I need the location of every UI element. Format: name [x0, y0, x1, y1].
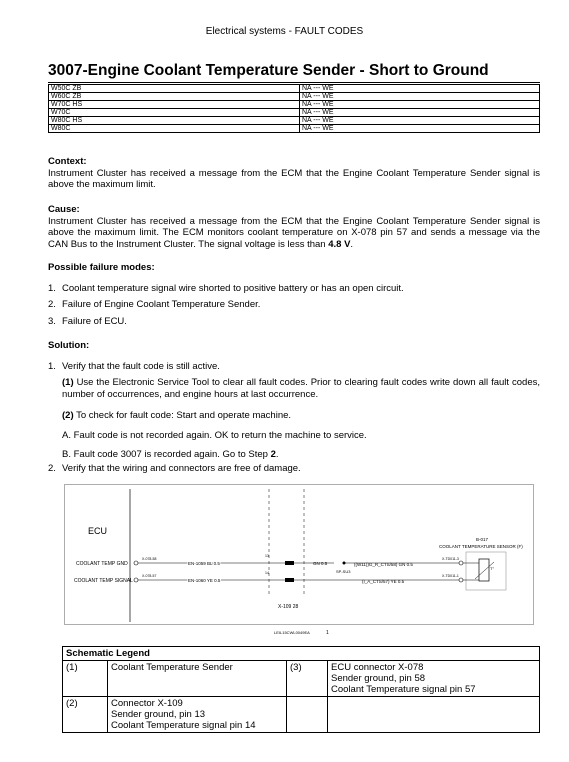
pin-label-58: X-078-58: [142, 557, 157, 561]
failure-list: [48, 283, 540, 328]
context-text: Instrument Cluster has received a message from the ECM that the Engine Coolant Temperature Sender signal is above the maximum limit.: [48, 167, 540, 190]
model-name: W50C ZB: [49, 85, 300, 93]
sensor-name: COOLANT TEMPERATURE SENSOR (F): [439, 544, 523, 549]
model-region: NA --- WE: [300, 125, 540, 133]
pin-label-57: X-078-57: [142, 574, 157, 578]
legend-num-1: (1): [63, 661, 108, 697]
context-heading: Context:: [48, 156, 87, 167]
sensor-pin-1: [459, 578, 463, 582]
connector-label: X-109 28: [278, 604, 299, 610]
diagram-frame: [65, 485, 534, 625]
connector-terminal-2: [285, 578, 294, 582]
failure-heading: Possible failure modes:: [48, 262, 155, 273]
svg-text:T°: T°: [490, 566, 495, 571]
sensor-id: B-017: [476, 537, 489, 542]
model-row: [49, 109, 540, 117]
splice-label: SP-SU3: [336, 569, 351, 574]
solution-option-a: A. Fault code is not recorded again. OK to return the machine to service.: [62, 429, 367, 441]
solution-list-2: [48, 463, 540, 475]
signal-gnd-label: COOLANT TEMP GND: [76, 561, 128, 567]
solution-section: [48, 340, 540, 474]
connector-pin-14: 14: [265, 571, 269, 575]
sensor-signal-wire-label: (I_A_CTS/57) YE 0.5: [362, 579, 405, 584]
model-row: [49, 117, 540, 125]
sensor-pin-label-1: X-TD011-1: [442, 574, 459, 578]
legend-num-2: (2): [63, 697, 108, 733]
solution-para-1: (1) Use the Electronic Service Tool to clear all fault codes. Prior to clearing fault codes write down all fault codes, number of occurrences, and engine hours at last occurrence.: [62, 377, 540, 400]
model-row: [49, 125, 540, 133]
solution-heading: Solution:: [48, 340, 90, 351]
diagram-ref: LEIL15CWL0049EA: [274, 630, 310, 635]
signal-temp-label: COOLANT TEMP SIGNAL: [74, 578, 133, 584]
cause-text: Instrument Cluster has received a message from the ECM that the Engine Coolant Temperature Sender signal is above the maximum limit. The ECM monitors coolant temperature on X-078 pin 57 and sends a message via the CAN Bus to the Instrument Cluster. The signal voltage is less than 4.8 V.: [48, 215, 540, 250]
model-row: [49, 85, 540, 93]
model-name: W60C ZB: [49, 93, 300, 101]
failure-section: [48, 262, 540, 332]
failure-item: 3. Failure of ECU.: [48, 315, 127, 327]
solution-list: [48, 361, 540, 373]
model-name: W80C: [49, 125, 300, 133]
sensor-pin-label-3: X-TD011-3: [442, 557, 459, 561]
sensor-pin-3: [459, 561, 463, 565]
cause-voltage: 4.8 V: [328, 238, 351, 250]
diagram-ref-number: 1: [326, 630, 329, 636]
thermistor-symbol: [479, 559, 489, 581]
legend-text-2: Connector X-109 Sender ground, pin 13 Coolant Temperature signal pin 14: [108, 697, 287, 733]
wire-label-1: EN-1059 BL 0.5: [188, 561, 220, 566]
cause-section: [48, 204, 540, 250]
ecu-pin-58: [134, 561, 138, 565]
model-name: W80C HS: [49, 117, 300, 125]
connector-pin-13: 13: [265, 554, 269, 558]
model-name: W70C: [49, 109, 300, 117]
model-table: [48, 84, 540, 133]
ecu-pin-57: [134, 578, 138, 582]
page-title: 3007-Engine Coolant Temperature Sender - Short to Ground: [48, 62, 540, 83]
ecu-label: ECU: [88, 526, 108, 536]
model-region: NA --- WE: [300, 85, 540, 93]
wiring-diagram: [64, 484, 534, 642]
model-row: [49, 93, 540, 101]
cause-heading: Cause:: [48, 204, 80, 215]
page-header: Electrical systems - FAULT CODES: [205, 26, 364, 37]
schematic-legend: [62, 646, 540, 733]
solution-step-2: 2. Verify that the wiring and connectors are free of damage.: [48, 462, 301, 474]
wire-label-2: EN-1060 YE 0.5: [188, 578, 221, 583]
model-region: NA --- WE: [300, 101, 540, 109]
context-section: [48, 156, 540, 191]
legend-text-3: ECU connector X-078 Sender ground, pin 58 Coolant Temperature signal pin 57: [328, 661, 540, 697]
failure-item: 1. Coolant temperature signal wire shorted to positive battery or has an open circuit.: [48, 282, 404, 294]
sensor-ground-wire-label: ((W11))G_R_CTS/58) GN 0.5: [354, 562, 413, 567]
model-name: W70C HS: [49, 101, 300, 109]
failure-item: 2. Failure of Engine Coolant Temperature Sender.: [48, 299, 261, 310]
connector-terminal-1: [285, 561, 294, 565]
legend-num-3: (3): [287, 661, 328, 697]
model-region: NA --- WE: [300, 93, 540, 101]
sensor-box: [466, 552, 506, 590]
model-row: [49, 101, 540, 109]
solution-step-1: 1. Verify that the fault code is still active.: [48, 360, 220, 372]
legend-text-1: Coolant Temperature Sender: [108, 661, 287, 697]
model-region: NA --- WE: [300, 117, 540, 125]
ground-wire-label: GN 0.5: [313, 561, 328, 566]
legend-title: Schematic Legend: [63, 647, 540, 661]
model-region: NA --- WE: [300, 109, 540, 117]
solution-para-2: (2) To check for fault code: Start and operate machine.: [62, 410, 292, 421]
solution-option-b: B. Fault code 3007 is recorded again. Go to Step 2.: [62, 449, 279, 460]
